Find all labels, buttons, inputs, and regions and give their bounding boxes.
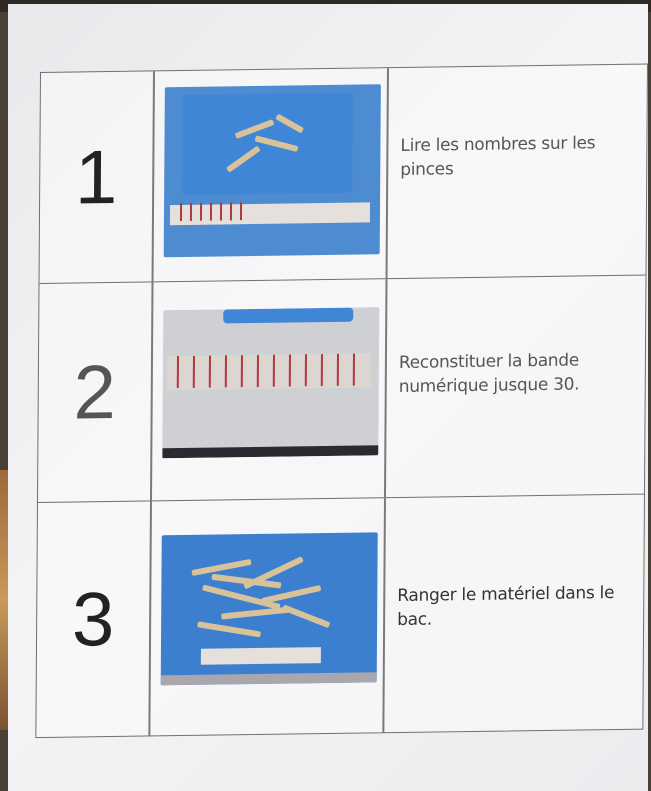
step-number: 2 — [73, 349, 117, 436]
step-instruction: Lire les nombres sur les pinces — [400, 133, 596, 180]
strip-mark — [353, 354, 355, 386]
number-strip — [167, 353, 371, 390]
strip-mark — [200, 203, 202, 221]
step-number: 3 — [71, 576, 115, 663]
strip-mark — [289, 355, 291, 387]
strip-mark — [321, 354, 323, 386]
step-photo — [162, 307, 379, 458]
step-instruction: Ranger le matériel dans le bac. — [397, 582, 615, 631]
clothespin — [191, 559, 251, 576]
clothespin — [282, 604, 331, 628]
step-instruction: Reconstituer la bande numérique jusque 30. — [398, 350, 580, 397]
strip-mark — [209, 356, 211, 388]
step-row-3 — [36, 495, 644, 737]
strip-mark — [210, 203, 212, 221]
clothespin — [261, 585, 321, 604]
clothespin — [197, 621, 261, 637]
table-edge — [162, 445, 378, 458]
step-row-1 — [40, 65, 647, 284]
strip-mark — [257, 355, 259, 387]
strip-mark — [240, 202, 242, 220]
strip-mark — [273, 355, 275, 387]
column-divider — [384, 279, 387, 497]
instruction-sheet — [8, 4, 648, 791]
strip-mark — [193, 356, 195, 388]
steps-table — [35, 64, 648, 739]
step-photo — [164, 84, 381, 257]
strip-mark — [180, 203, 182, 221]
step-number: 1 — [74, 134, 118, 221]
blue-tray-edge — [223, 308, 353, 324]
strip-mark — [177, 356, 179, 388]
strip-mark — [305, 354, 307, 386]
strip-mark — [337, 354, 339, 386]
strip-mark — [220, 202, 222, 220]
strip-mark — [230, 202, 232, 220]
column-divider — [382, 498, 385, 732]
step-row-2 — [38, 276, 646, 503]
column-divider — [386, 68, 389, 278]
clothespin — [221, 606, 291, 619]
step-photo — [161, 532, 378, 685]
number-strip — [201, 647, 321, 665]
strip-mark — [225, 355, 227, 387]
table-surface — [161, 672, 377, 685]
strip-mark — [241, 355, 243, 387]
strip-mark — [190, 203, 192, 221]
